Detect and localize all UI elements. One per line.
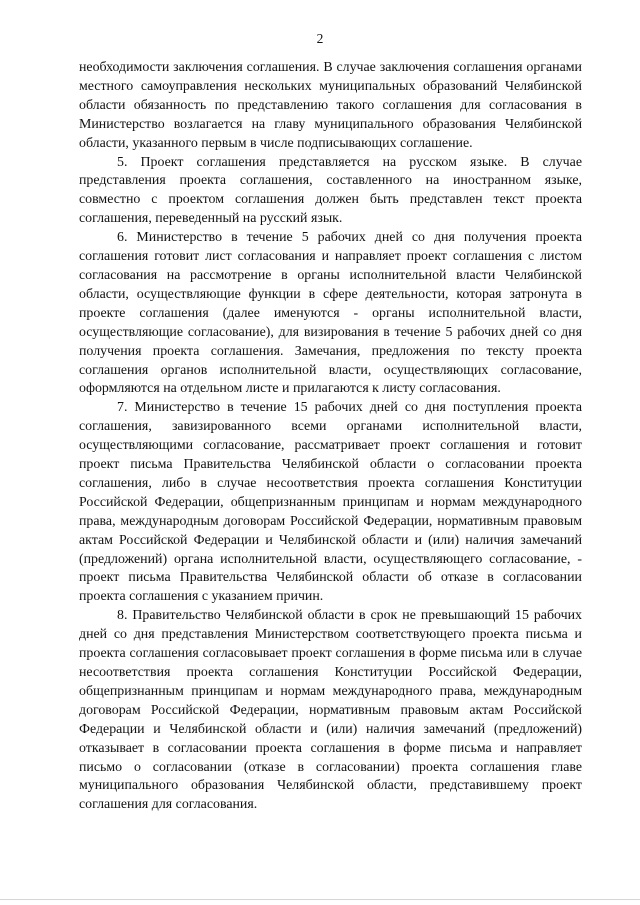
- paragraph-item-6: 6. Министерство в течение 5 рабочих дней со дня получения проекта соглашения готовит лист согласования и направляет проект соглашения с листом согласования на рассмотрение в органы исполнительной власти Челябинской области, осуществляющие функции в сфере деятельности, которая затронута в проекте соглашения (далее именуются - органы исполнительной власти, осуществляющие согласование), для визирования в течение 5 рабочих дней со дня получения проекта соглашения. Замечания, предложения по тексту проекта соглашения органов исполнительной власти, осуществляющих согласование, оформляются на отдельном листе и прилагаются к листу согласования.: [79, 230, 582, 397]
- document-body: [79, 59, 582, 815]
- page-number: 2: [316, 31, 324, 46]
- paragraph-continuation: необходимости заключения соглашения. В случае заключения соглашения органами местного самоуправления нескольких муниципальных образований Челябинской области обязанность по представлению такого соглашения для согласования в Министерство возлагается на главу муниципального образования Челябинской области, указанного первым в числе подписывающих соглашение.: [79, 60, 582, 151]
- scan-bottom-edge: [0, 899, 640, 900]
- paragraph-item-7: 7. Министерство в течение 15 рабочих дней со дня поступления проекта соглашения, завизированного всеми органами исполнительной власти, осуществляющими согласование, рассматривает проект соглашения и готовит проект письма Правительства Челябинской области о согласовании проекта соглашения, либо в случае несоответствия проекта соглашения Конституции Российской Федерации, общепризнанным принципам и нормам международного права, международным договорам Российской Федерации, нормативным правовым актам Российской Федерации и Челябинской области и (или) наличия замечаний (предложений) органа исполнительной власти, осуществляющего согласование, - проект письма Правительства Челябинской области об отказе в согласовании проекта соглашения с указанием причин.: [79, 400, 582, 605]
- paragraph-item-8: 8. Правительство Челябинской области в срок не превышающий 15 рабочих дней со дня представления Министерством соответствующего проекта письма и проекта соглашения согласовывает проект соглашения в форме письма или в случае несоответствия проекта соглашения Конституции Российской Федерации, общепризнанным принципам и нормам международного права, международным договорам Российской Федерации, нормативным правовым актам Российской Федерации и Челябинской области и (или) наличия замечаний (предложений) отказывает в согласовании проекта соглашения в форме письма и направляет письмо о согласовании (отказе в согласовании) проекта соглашения главе муниципального образования Челябинской области, представившему проект соглашения для согласования.: [79, 608, 582, 813]
- paragraph-item-5: 5. Проект соглашения представляется на русском языке. В случае представления проекта соглашения, составленного на иностранном языке, совместно с проектом соглашения должен быть представлен текст проекта соглашения, переведенный на русский язык.: [79, 154, 582, 227]
